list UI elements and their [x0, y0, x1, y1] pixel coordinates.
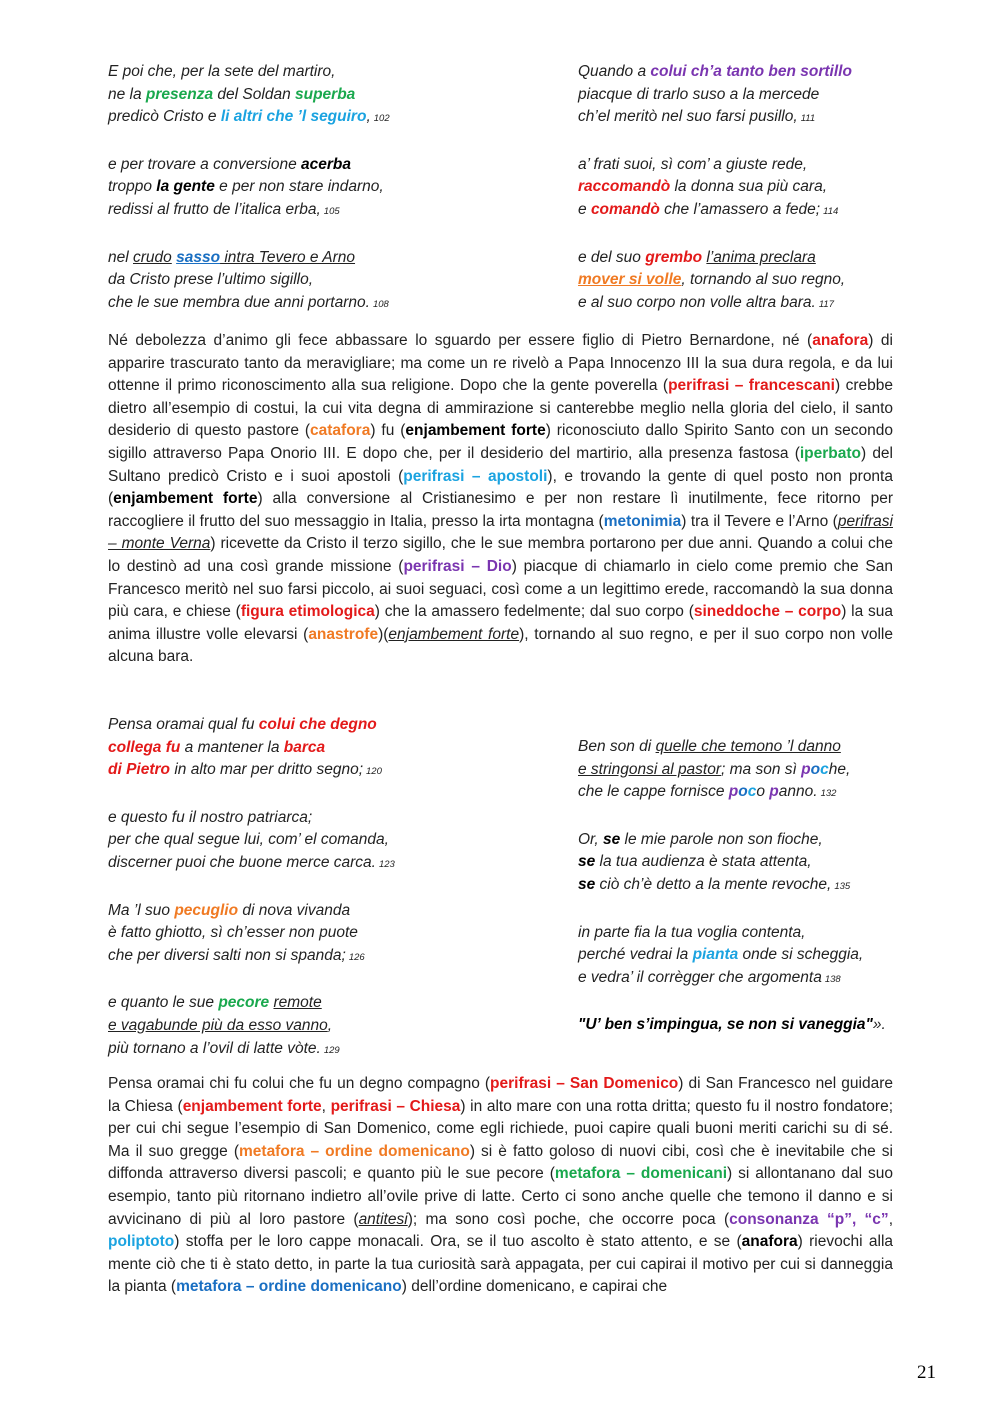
verse-text: più tornano a l’ovil di latte vòte.	[108, 1039, 321, 1057]
verse-text: , tornando al suo regno,	[681, 271, 846, 289]
stanza	[108, 807, 548, 877]
highlighted-term: grembo	[645, 248, 703, 266]
verse-line	[108, 1038, 548, 1063]
prose-text: ); ma sono così poche, che occorre poca (	[407, 1210, 730, 1228]
verse-line	[578, 84, 918, 107]
highlighted-term: perifrasi – Dio	[403, 557, 512, 575]
prose-text: ) si è fatto goloso di nuovi cibi, così che è inevitabile che si diffonda attraverso diversi pascoli; e quanto più le sue pecore (	[108, 1142, 893, 1183]
verse-text: ne la	[108, 85, 146, 103]
prose-text: ) stoffa per le loro cappe monacali. Ora, se il tuo ascolto è stato attento, e se (	[174, 1233, 742, 1251]
verse-line	[108, 714, 548, 737]
verse-text: piacque di trarlo suso a la mercede	[578, 85, 820, 103]
prose-text: ) fu (	[370, 422, 406, 440]
highlighted-term: pianta	[692, 946, 739, 964]
prose-text: ,	[888, 1210, 893, 1228]
prose-text: )(	[378, 625, 389, 643]
highlighted-term: di Pietro	[108, 761, 171, 779]
verse-text: è fatto ghiotto, sì ch’esser non puote	[108, 924, 358, 942]
prose-text: ) del Sultano predicò Cristo e i suoi apostoli (	[108, 444, 894, 485]
verse-text: ciò ch’è detto a la mente revoche,	[595, 875, 832, 893]
verse-line	[578, 106, 918, 131]
verse-text: Ma ’l suo	[108, 901, 175, 919]
highlighted-term: se	[578, 853, 596, 871]
verse-line	[108, 247, 548, 270]
verse-line	[578, 922, 918, 945]
highlighted-term: p	[769, 783, 779, 801]
stanza	[108, 154, 548, 224]
verse-line	[108, 292, 548, 317]
verse-number: 111	[800, 113, 816, 125]
prose-text: ) tra il Tevere e l’Arno (	[681, 512, 838, 530]
verse-text: in alto mar per dritto segno;	[170, 761, 364, 779]
highlighted-term: l’anima preclara	[706, 248, 816, 266]
verse-text: e per trovare a conversione	[108, 155, 301, 173]
verse-line	[578, 736, 918, 759]
verse-text: che per diversi salti non si spanda;	[108, 946, 346, 964]
prose-text: ) che la amassero fedelmente; dal suo corpo (	[374, 603, 694, 621]
highlighted-term: metafora – domenicani	[554, 1165, 728, 1183]
verse-number: 114	[823, 205, 839, 217]
highlighted-term: metonimia	[603, 512, 682, 530]
verse-text: Ben son di	[578, 738, 656, 755]
highlighted-term: intra Tevero e Arno	[220, 248, 356, 266]
highlighted-term: antitesi	[358, 1210, 408, 1228]
highlighted-term: barca	[283, 738, 326, 756]
verse-line	[108, 106, 548, 131]
verse-text: onde si scheggia,	[738, 946, 864, 964]
stanza	[578, 61, 918, 131]
prose-text: ) la sua anima illustre volle elevarsi (	[108, 603, 893, 643]
verse-number: 117	[818, 298, 834, 310]
verse-line	[578, 247, 918, 270]
verse-number: 129	[323, 1044, 340, 1056]
verse-number: 126	[348, 951, 365, 963]
verse-text: le mie parole non son fioche,	[620, 830, 823, 848]
highlighted-term: li altri che ’l seguiro	[220, 108, 367, 126]
stanza	[578, 1014, 918, 1037]
verse-line	[578, 292, 918, 317]
page-number: 21	[917, 1362, 936, 1383]
prose-paragraph-1	[108, 330, 893, 669]
verse-text: che le cappe fornisce	[578, 783, 729, 801]
stanza	[578, 736, 918, 806]
verse-text: e del suo	[578, 248, 646, 266]
verse-line	[578, 199, 918, 224]
highlighted-term: p	[801, 760, 811, 778]
verse-number: 105	[323, 205, 340, 217]
prose-text: ) piacque di chiamarlo in cielo come premio che San Francesco meritò nel suo farsi piccolo, ai suoi seguaci, così come a un legittimo erede, raccomandò la sua donna più cara, e chiese (	[108, 557, 893, 621]
verse-line	[108, 992, 548, 1015]
verse-line	[578, 944, 918, 967]
verse-number: 102	[373, 113, 390, 125]
stanza	[108, 992, 548, 1062]
verse-line	[578, 829, 918, 852]
prose-text: ) alla conversione al Cristianesimo e per non restare lì inutilmente, fece ritorno per raccogliere il frutto del suo messaggio in Italia, presso la irta montagna (	[108, 490, 893, 530]
verse-number: 120	[366, 766, 382, 778]
highlighted-term: raccomandò	[578, 178, 671, 196]
highlighted-term: mover si volle	[578, 271, 682, 289]
verse-number: 123	[378, 858, 395, 870]
verse-column-top-left	[108, 61, 548, 316]
highlighted-term: p	[728, 783, 739, 801]
verse-line	[108, 737, 548, 760]
verse-number: 132	[820, 788, 837, 800]
verse-line	[108, 852, 548, 877]
highlighted-term: remote	[273, 994, 322, 1012]
verse-line	[108, 1015, 548, 1038]
highlighted-term: metafora – ordine domenicano	[239, 1142, 470, 1160]
highlighted-term: comandò	[590, 200, 660, 218]
verse-line	[578, 154, 918, 177]
highlighted-term: anafora	[812, 332, 869, 349]
verse-line	[578, 61, 918, 84]
stanza	[108, 247, 548, 317]
verse-line	[578, 176, 918, 199]
verse-text: del Soldan	[213, 85, 295, 103]
verse-text: ch’el meritò nel suo farsi pusillo,	[578, 108, 798, 126]
verse-text: la donna sua più cara,	[670, 178, 828, 196]
highlighted-term: sasso	[176, 248, 221, 266]
verse-line	[108, 829, 548, 852]
prose-text: ), e trovando la gente di quel posto non pronta (	[108, 467, 893, 508]
prose-text: ) crebbe dietro all’esempio di costui, la cui vita degna di ammirazione si canterebbe meglio nella gloria del cielo, il santo desiderio di questo pastore (	[108, 377, 893, 440]
verse-text: che le sue membra due anni portarno.	[108, 293, 370, 311]
stanza	[578, 829, 918, 899]
verse-line	[578, 967, 918, 992]
verse-line	[108, 199, 548, 224]
highlighted-term: consonanza “p”, “c”	[729, 1210, 889, 1228]
verse-line	[578, 851, 918, 874]
verse-column-mid-left	[108, 714, 548, 1062]
verse-number: 138	[824, 973, 841, 985]
verse-text: per che qual segue lui, com’ el comanda,	[108, 831, 389, 849]
verse-text: discerner puoi che buone merce carca.	[108, 853, 376, 871]
highlighted-term: c	[820, 760, 829, 778]
highlighted-term: acerba	[301, 155, 351, 173]
prose-text: ) rievochi alla mente ciò che ti è stato detto, in parte la tua curiosità sarà appagata, per cui capirai il motivo per cui si danneggia la pianta (	[108, 1233, 894, 1296]
verse-text: troppo	[108, 178, 157, 196]
highlighted-term: anafora	[741, 1233, 798, 1251]
verse-text: e questo fu il nostro patriarca;	[108, 808, 313, 826]
highlighted-term: iperbato	[799, 444, 862, 462]
verse-line	[108, 61, 548, 84]
verse-column-top-right	[578, 61, 918, 316]
prose-text: Né debolezza d’animo gli fece abbassare lo sguardo per essere figlio di Pietro Bernardone, né (	[108, 332, 813, 349]
verse-text: la tua audienza è stata attenta,	[595, 853, 812, 871]
verse-number: 135	[834, 880, 851, 892]
verse-line	[578, 1014, 918, 1037]
verse-text: anno.	[778, 783, 818, 801]
prose-text: ) riconosciuto dallo Spirito Santo con un secondo sigillo attraverso Papa Onorio III. E dopo che, per il desiderio del martirio, alla presenza fastosa (	[108, 422, 893, 462]
highlighted-term: perifrasi – apostoli	[403, 467, 548, 485]
verse-text: Quando a	[578, 63, 651, 80]
prose-text: ) in alto mare con una rotta dritta; questo fu il nostro fondatore; per cui chi segue l’esempio di San Domenico, come egli richiede, puoi capire quali buoni meriti carichi su di sé. Ma il suo gregge (	[108, 1097, 894, 1160]
stanza	[578, 922, 918, 992]
highlighted-term: metafora – ordine domenicano	[176, 1278, 402, 1296]
stanza	[578, 154, 918, 224]
verse-text: perché vedrai la	[578, 946, 693, 964]
verse-column-mid-right	[578, 736, 918, 1037]
verse-text: redissi al frutto de l’italica erba,	[108, 200, 321, 218]
prose-text: ), tornando al suo regno, e per il suo corpo non volle alcuna bara.	[108, 625, 893, 666]
highlighted-term: o	[810, 760, 821, 778]
prose-text: ) dell’ordine domenicano, e capirai che	[401, 1278, 668, 1296]
verse-text: che l’amassero a fede;	[659, 200, 821, 218]
highlighted-term: e vagabunde più da esso vanno	[108, 1016, 328, 1034]
highlighted-term: perifrasi – monte Verna	[108, 512, 893, 553]
verse-text: nel	[108, 248, 133, 266]
verse-text: a mantener la	[180, 738, 284, 756]
verse-line	[108, 945, 548, 970]
verse-line	[578, 269, 918, 292]
verse-line	[108, 759, 548, 784]
verse-text: a’ frati suoi, sì com’ a giuste rede,	[578, 155, 808, 173]
highlighted-term: o	[738, 783, 748, 801]
highlighted-term: perifrasi – francescani	[668, 377, 835, 395]
verse-text: ,	[327, 1016, 333, 1034]
highlighted-term: "U’ ben s’impingua, se non si vaneggia"	[578, 1016, 873, 1034]
verse-line	[108, 807, 548, 830]
verse-text: e quanto le sue	[108, 994, 219, 1012]
verse-text: predicò Cristo e	[108, 108, 221, 126]
highlighted-term: figura etimologica	[240, 603, 375, 621]
verse-text: da Cristo prese l’ultimo sigillo,	[108, 271, 314, 289]
verse-text: ; ma son sì	[721, 760, 802, 778]
highlighted-term: colui ch’a tanto ben sortillo	[650, 63, 852, 80]
stanza	[108, 900, 548, 970]
prose-paragraph-2	[108, 1073, 893, 1299]
verse-number: 108	[372, 298, 389, 310]
verse-line	[108, 154, 548, 177]
verse-text: e per non stare indarno,	[214, 178, 384, 196]
highlighted-term: enjambement forte	[113, 490, 258, 508]
verse-line	[108, 176, 548, 199]
verse-text: o	[756, 783, 765, 801]
stanza	[108, 714, 548, 784]
verse-text: ,	[366, 108, 371, 126]
highlighted-term: poliptoto	[108, 1233, 175, 1251]
verse-text: e vedra’ il corrègger che argomenta	[578, 968, 822, 986]
verse-text: he	[828, 760, 846, 778]
highlighted-term: perifrasi – Chiesa	[330, 1097, 461, 1115]
highlighted-term: enjambement forte	[405, 422, 546, 440]
verse-text: Pensa oramai qual fu	[108, 716, 259, 733]
prose-text: ) di apparire trascurato tanto da meravigliare; ma come un re rivelò a Papa Innocenzo III la sua dura regola, e da lui ottenne il primo riconoscimento alla sua religione. Dopo che la gente poverella (	[108, 332, 893, 395]
verse-text: ».	[872, 1016, 886, 1034]
prose-text: ,	[321, 1097, 331, 1115]
highlighted-term: anastrofe	[308, 625, 379, 643]
highlighted-term: perifrasi – San Domenico	[490, 1075, 679, 1092]
prose-text: Pensa oramai chi fu colui che fu un degno compagno (	[108, 1075, 491, 1092]
stanza	[578, 247, 918, 317]
highlighted-term: se	[602, 830, 621, 848]
highlighted-term: la gente	[156, 178, 215, 196]
verse-text: e	[578, 200, 591, 218]
highlighted-term: pecuglio	[174, 901, 239, 919]
highlighted-term: catafora	[310, 422, 371, 440]
highlighted-term: enjambement forte	[388, 625, 520, 643]
prose-text: ) si allontanano dal suo esempio, tanto più ritornano indietro all’ovile prive di latte. Certo ci sono anche quelle che temono il danno e si avvicinano di più al loro pastore (	[108, 1165, 893, 1228]
highlighted-term: se	[578, 875, 596, 893]
verse-text: di nova vivanda	[238, 901, 351, 919]
verse-line	[108, 922, 548, 945]
highlighted-term: quelle che temono ’l danno	[655, 738, 841, 755]
verse-line	[578, 874, 918, 899]
highlighted-term: collega fu	[108, 738, 181, 756]
verse-text: Or,	[578, 830, 603, 848]
prose-text: ) di San Francesco nel guidare la Chiesa (	[108, 1075, 893, 1115]
highlighted-term: enjambement forte	[182, 1097, 322, 1115]
stanza	[108, 61, 548, 131]
highlighted-term: crudo	[133, 248, 172, 266]
verse-text: e al suo corpo non volle altra bara.	[578, 293, 816, 311]
highlighted-term: e stringonsi al pastor	[578, 760, 722, 778]
highlighted-term: superba	[295, 85, 356, 103]
highlighted-term: presenza	[145, 85, 214, 103]
verse-line	[578, 759, 918, 782]
highlighted-term: c	[747, 783, 757, 801]
verse-line	[108, 84, 548, 107]
prose-text: ) ricevette da Cristo il terzo sigillo, che le sue membra portarono per due anni. Quando a colui che lo destinò ad una così grande missione (	[108, 535, 893, 575]
highlighted-term: colui che degno	[258, 716, 377, 733]
verse-line	[578, 781, 918, 806]
verse-line	[108, 900, 548, 923]
verse-text: in parte fia la tua voglia contenta,	[578, 923, 806, 941]
verse-line	[108, 269, 548, 292]
verse-text: E poi che, per la sete del martiro,	[108, 63, 336, 80]
verse-text: ,	[845, 760, 851, 778]
highlighted-term: sineddoche – corpo	[693, 603, 842, 621]
highlighted-term: pecore	[218, 994, 270, 1012]
